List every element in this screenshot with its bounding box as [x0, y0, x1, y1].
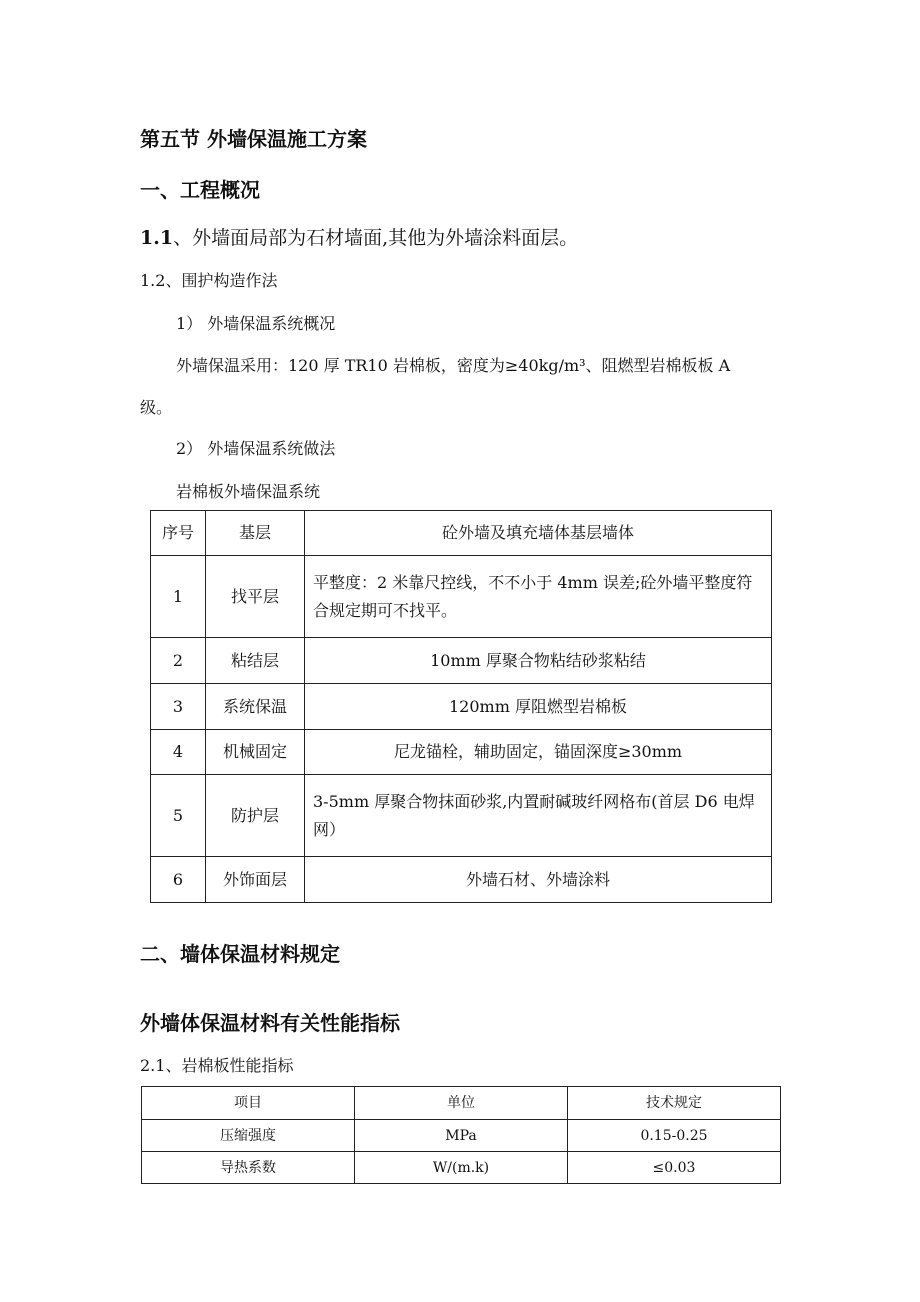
row-unit: W/(m.k)	[355, 1152, 568, 1184]
performance-table	[141, 1086, 781, 1184]
header-cell: 项目	[142, 1087, 355, 1120]
row-layer: 粘结层	[206, 638, 305, 684]
section-title: 第五节 外墙保温施工方案	[140, 127, 367, 151]
heading-material-requirements: 二、墙体保温材料规定	[140, 942, 340, 966]
paragraph-1-1	[140, 223, 578, 250]
paragraph-1-1-text: 、外墙面局部为石材墙面,其他为外墙涂料面层。	[173, 227, 579, 249]
row-spec: ≤0.03	[568, 1152, 781, 1184]
paragraph-1-2: 1.2、围护构造作法	[140, 271, 278, 290]
heading-performance-indicators: 外墙体保温材料有关性能指标	[140, 1011, 400, 1035]
row-layer: 系统保温	[206, 684, 305, 730]
table-header-row	[142, 1087, 781, 1120]
header-cell: 基层	[206, 511, 305, 556]
row-item: 压缩强度	[142, 1120, 355, 1152]
row-number: 2	[151, 638, 206, 684]
system-label: 岩棉板外墙保温系统	[176, 482, 321, 501]
header-cell: 技术规定	[568, 1087, 781, 1120]
row-layer: 防护层	[206, 775, 305, 857]
header-cell: 序号	[151, 511, 206, 556]
paragraph-insulation-spec-cont: 级。	[140, 398, 173, 417]
table-header-row	[151, 511, 772, 556]
row-layer: 找平层	[206, 556, 305, 638]
table-row	[151, 684, 772, 730]
row-number: 5	[151, 775, 206, 857]
row-item: 导热系数	[142, 1152, 355, 1184]
row-layer: 外饰面层	[206, 857, 305, 903]
row-description: 平整度：2 米靠尺控线，不不小于 4mm 误差;砼外墙平整度符合规定期可不找平。	[305, 556, 772, 638]
table-row	[151, 857, 772, 903]
paragraph-2-1: 2.1、岩棉板性能指标	[140, 1056, 294, 1075]
row-number: 3	[151, 684, 206, 730]
system-layer-table	[150, 510, 772, 903]
table-row	[151, 556, 772, 638]
subheading-system-method: 2） 外墙保温系统做法	[176, 439, 336, 458]
table-row	[142, 1120, 781, 1152]
row-description: 10mm 厚聚合物粘结砂浆粘结	[305, 638, 772, 684]
table-row	[151, 730, 772, 775]
subheading-system-overview: 1） 外墙保温系统概况	[176, 314, 336, 333]
row-description: 外墙石材、外墙涂料	[305, 857, 772, 903]
table-row	[151, 775, 772, 857]
row-description: 3-5mm 厚聚合物抹面砂浆,内置耐碱玻纤网格布(首层 D6 电焊网）	[305, 775, 772, 857]
header-cell: 单位	[355, 1087, 568, 1120]
heading-project-overview: 一、工程概况	[140, 178, 260, 202]
paragraph-1-1-number: 1.1	[140, 227, 174, 249]
row-unit: MPa	[355, 1120, 568, 1152]
table-row	[142, 1152, 781, 1184]
paragraph-insulation-spec: 外墙保温采用：120 厚 TR10 岩棉板，密度为≥40kg/m³、阻燃型岩棉板板 A	[176, 356, 731, 375]
row-number: 6	[151, 857, 206, 903]
row-description: 尼龙锚栓，辅助固定，锚固深度≥30mm	[305, 730, 772, 775]
row-layer: 机械固定	[206, 730, 305, 775]
table-row	[151, 638, 772, 684]
row-number: 1	[151, 556, 206, 638]
row-number: 4	[151, 730, 206, 775]
header-cell: 砼外墙及填充墙体基层墙体	[305, 511, 772, 556]
row-spec: 0.15-0.25	[568, 1120, 781, 1152]
row-description: 120mm 厚阻燃型岩棉板	[305, 684, 772, 730]
